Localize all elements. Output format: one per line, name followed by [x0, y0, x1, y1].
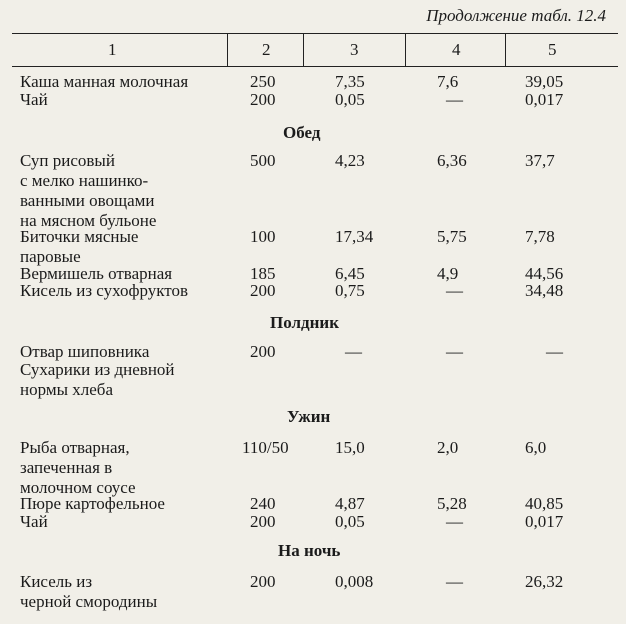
portion-cell: 200	[250, 572, 276, 591]
portion-cell: 185	[250, 264, 276, 283]
dish-name: Каша манная молочная	[20, 72, 189, 91]
portion-cell: 240	[250, 494, 276, 513]
portion-cell: 250	[250, 72, 276, 91]
column-header-5: 5	[548, 40, 557, 59]
portion-cell: 110/50	[242, 438, 289, 457]
value-cell: 0,05	[335, 512, 365, 531]
portion-cell: 200	[250, 512, 276, 531]
dish-name: Кисель из сухофруктов	[20, 281, 189, 300]
column-divider	[227, 33, 228, 67]
value-cell: 0,05	[335, 90, 365, 109]
value-cell: 44,56	[525, 264, 564, 283]
value-cell: —	[446, 281, 463, 300]
value-cell: 26,32	[525, 572, 564, 591]
value-cell: —	[446, 90, 463, 109]
value-cell: 34,48	[525, 281, 564, 300]
portion-cell: 100	[250, 227, 276, 246]
value-cell: 6,45	[335, 264, 365, 283]
portion-cell: 500	[250, 151, 276, 170]
section-heading-obed: Обед	[283, 123, 321, 142]
value-cell: 6,36	[437, 151, 467, 170]
value-cell: 40,85	[525, 494, 564, 513]
table-top-rule	[12, 33, 618, 34]
value-cell: 7,78	[525, 227, 555, 246]
portion-cell: 200	[250, 281, 276, 300]
value-cell: 0,75	[335, 281, 365, 300]
value-cell: 4,9	[437, 264, 459, 283]
dish-name: Вермишель отварная	[20, 264, 173, 283]
value-cell: 39,05	[525, 72, 564, 91]
value-cell: 0,017	[525, 512, 564, 531]
column-divider	[405, 33, 406, 67]
dish-name: Биточки мясные паровые	[20, 227, 139, 266]
portion-cell: 200	[250, 90, 276, 109]
header-bottom-rule	[12, 66, 618, 67]
value-cell: —	[446, 342, 463, 361]
value-cell: 5,75	[437, 227, 467, 246]
dish-name: Кисель из черной смородины	[20, 572, 158, 611]
dish-name: Чай	[20, 512, 48, 531]
column-divider	[505, 33, 506, 67]
column-header-2: 2	[262, 40, 271, 59]
value-cell: —	[446, 512, 463, 531]
table-caption: Продолжение табл. 12.4	[426, 6, 606, 25]
value-cell: 7,35	[335, 72, 365, 91]
value-cell: 5,28	[437, 494, 467, 513]
portion-cell: 200	[250, 342, 276, 361]
value-cell: 4,23	[335, 151, 365, 170]
dish-name: Сухарики из дневной нормы хлеба	[20, 360, 175, 399]
value-cell: 2,0	[437, 438, 459, 457]
value-cell: 0,008	[335, 572, 374, 591]
value-cell: —	[546, 342, 563, 361]
dish-name: Суп рисовый с мелко нашинко- ванными овощами на мясном бульоне	[20, 151, 157, 230]
value-cell: 0,017	[525, 90, 564, 109]
value-cell: 4,87	[335, 494, 365, 513]
value-cell: —	[345, 342, 362, 361]
section-heading-poldnik: Полдник	[270, 313, 340, 332]
column-header-1: 1	[108, 40, 117, 59]
value-cell: 6,0	[525, 438, 547, 457]
column-divider	[303, 33, 304, 67]
value-cell: 17,34	[335, 227, 374, 246]
column-header-3: 3	[350, 40, 359, 59]
value-cell: 7,6	[437, 72, 459, 91]
section-heading-uzhin: Ужин	[287, 407, 331, 426]
section-heading-na-noch: На ночь	[278, 541, 341, 560]
dish-name: Чай	[20, 90, 48, 109]
value-cell: 37,7	[525, 151, 555, 170]
column-header-4: 4	[452, 40, 461, 59]
dish-name: Отвар шиповника	[20, 342, 150, 361]
dish-name: Рыба отварная, запеченная в молочном соусе	[20, 438, 136, 497]
value-cell: —	[446, 572, 463, 591]
dish-name: Пюре картофельное	[20, 494, 165, 513]
value-cell: 15,0	[335, 438, 365, 457]
